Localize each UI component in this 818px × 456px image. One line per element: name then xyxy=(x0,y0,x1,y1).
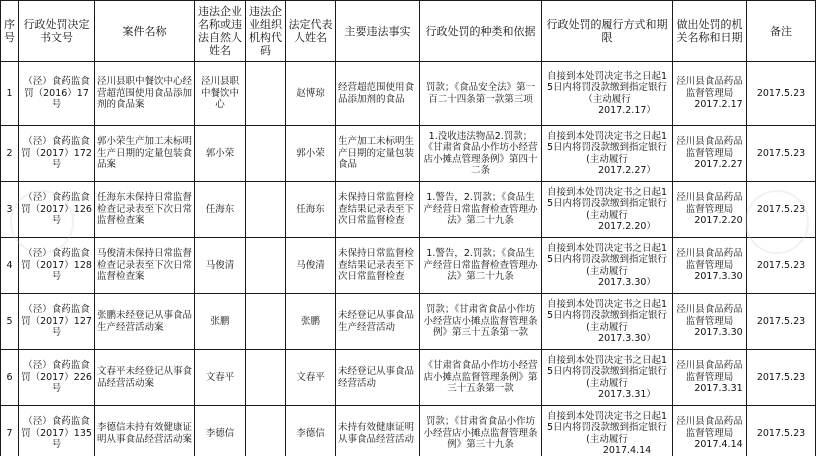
cell-authority[interactable] xyxy=(673,238,747,294)
header-remark: 备注 xyxy=(747,1,816,62)
cell-org-code[interactable] xyxy=(246,182,286,238)
cell-main-fact[interactable]: 未经登记从事食品经营活动 xyxy=(336,350,420,406)
cell-main-fact[interactable]: 未经登记从事食品生产经营活动 xyxy=(336,294,420,350)
header-main-fact: 主要违法事实 xyxy=(336,1,420,62)
header-penalty-basis: 行政处罚的种类和依据 xyxy=(420,1,542,62)
cell-authority[interactable] xyxy=(673,294,747,350)
header-org-code: 违法企业组织机构代码 xyxy=(246,1,286,62)
header-authority: 做出处罚的机关名称和日期 xyxy=(673,1,747,62)
cell-doc-no[interactable]: （泾）食药监食罚（2017）126号 xyxy=(19,182,95,238)
cell-remark[interactable]: 2017.5.23 xyxy=(747,406,816,456)
cell-doc-no[interactable]: （泾）食药监食罚（2017）128号 xyxy=(19,238,95,294)
cell-penalty-basis[interactable]: 罚款；《甘肃省食品小作坊小经营店小摊点监督管理条例》第三十九条 xyxy=(420,406,542,456)
cell-case-name[interactable]: 文春平未经登记从事食品经营活动案 xyxy=(95,350,195,406)
table-row[interactable] xyxy=(1,294,816,350)
cell-legal-rep[interactable]: 文春平 xyxy=(286,350,336,406)
cell-org-code[interactable] xyxy=(246,350,286,406)
authority-name: 泾川县食品药品监督管理局 xyxy=(676,360,743,383)
cell-legal-rep[interactable]: 赵博琼 xyxy=(286,62,336,126)
cell-case-name[interactable]: 李德信未持有效健康证明从事食品经营活动案 xyxy=(95,406,195,456)
cell-case-name[interactable]: 郭小荣生产加工未标明生产日期的定量包装食品案 xyxy=(95,126,195,182)
cell-party[interactable]: 李德信 xyxy=(195,406,246,456)
cell-legal-rep[interactable]: 马俊清 xyxy=(286,238,336,294)
performance-date: 2017.3.30） xyxy=(598,333,656,344)
cell-penalty-basis[interactable]: 罚款；《食品安全法》第一百二十四条第一款第三项 xyxy=(420,62,542,126)
cell-party[interactable]: 郭小荣 xyxy=(195,126,246,182)
performance-text: 自接到本处罚决定书之日起15日内将罚没款缴到指定银行(主动履行 xyxy=(546,130,668,165)
header-row xyxy=(1,1,816,62)
cell-seq[interactable]: 6 xyxy=(1,350,19,406)
performance-date: 2017.3.31） xyxy=(598,389,656,400)
cell-authority[interactable] xyxy=(673,126,747,182)
cell-remark[interactable]: 2017.5.23 xyxy=(747,238,816,294)
header-seq: 序号 xyxy=(1,1,19,62)
performance-text: 自接到本处罚决定书之日起15日内将罚没款缴到指定银行(主动履行 xyxy=(546,186,668,221)
performance-date: 2017.2.27） xyxy=(598,165,656,176)
cell-main-fact[interactable]: 经营超范围使用食品添加剂的食品 xyxy=(336,62,420,126)
authority-date: 2017.3.31 xyxy=(694,383,743,395)
cell-party[interactable]: 泾川县职中餐饮中心 xyxy=(195,62,246,126)
cell-case-name[interactable]: 马俊清未保持日常监督检查记录表至下次日常监督检查案 xyxy=(95,238,195,294)
cell-seq[interactable]: 1 xyxy=(1,62,19,126)
cell-authority[interactable] xyxy=(673,406,747,456)
cell-org-code[interactable] xyxy=(246,62,286,126)
authority-date: 2017.3.30 xyxy=(694,327,743,339)
cell-org-code[interactable] xyxy=(246,294,286,350)
cell-legal-rep[interactable]: 张鹏 xyxy=(286,294,336,350)
header-party: 违法企业名称或违法自然人姓名 xyxy=(195,1,246,62)
authority-date: 2017.2.27 xyxy=(694,159,743,171)
performance-text: 自接到本处罚决定书之日起15日内将罚没款缴到指定银行(主动履行 xyxy=(546,298,668,333)
cell-performance[interactable] xyxy=(542,406,673,456)
cell-penalty-basis[interactable]: 罚款；《甘肃省食品小作坊小经营店小摊点监督管理条例》第三十五条第一款 xyxy=(420,294,542,350)
cell-performance[interactable] xyxy=(542,238,673,294)
authority-date: 2017.3.30 xyxy=(694,271,743,283)
performance-text: 自接到本处罚决定书之日起15日内将罚没款缴到指定银行(主动履行 xyxy=(546,354,668,389)
header-performance: 行政处罚的履行方式和期限 xyxy=(542,1,673,62)
authority-name: 泾川县食品药品监督管理局 xyxy=(676,304,743,327)
cell-party[interactable]: 任海东 xyxy=(195,182,246,238)
authority-date: 2017.4.14 xyxy=(694,439,743,451)
authority-name: 泾川县食品药品监督管理局 xyxy=(676,136,743,159)
performance-date: 2017.4.14 xyxy=(602,445,652,456)
cell-doc-no[interactable]: （泾）食药监食罚（2016）17号 xyxy=(19,62,95,126)
cell-doc-no[interactable]: （泾）食药监食罚（2017）127号 xyxy=(19,294,95,350)
cell-performance[interactable] xyxy=(542,126,673,182)
cell-performance[interactable] xyxy=(542,62,673,126)
cell-seq[interactable]: 3 xyxy=(1,182,19,238)
cell-penalty-basis[interactable]: 1.警告，2.罚款；《食品生产经营日常监督检查管理办法》第二十九条 xyxy=(420,238,542,294)
cell-performance[interactable] xyxy=(542,294,673,350)
cell-legal-rep[interactable]: 李德信 xyxy=(286,406,336,456)
cell-doc-no[interactable]: （泾）食药监食罚（2017）135号 xyxy=(19,406,95,456)
table-row[interactable] xyxy=(1,350,816,406)
cell-seq[interactable]: 7 xyxy=(1,406,19,456)
cell-org-code[interactable] xyxy=(246,238,286,294)
cell-remark[interactable]: 2017.5.23 xyxy=(747,350,816,406)
performance-text: 自接到本处罚决定书之日起15日内将罚没款缴到指定银行(主动履行 xyxy=(546,410,668,445)
cell-authority[interactable] xyxy=(673,350,747,406)
cell-case-name[interactable]: 泾川县职中餐饮中心经营超范围使用食品添加剂的食品案 xyxy=(95,62,195,126)
authority-name: 泾川县食品药品监督管理局 xyxy=(676,248,743,271)
cell-party[interactable]: 张鹏 xyxy=(195,294,246,350)
table-row[interactable] xyxy=(1,406,816,456)
cell-seq[interactable]: 4 xyxy=(1,238,19,294)
cell-case-name[interactable]: 任海东未保持日常监督检查记录表至下次日常监督检查案 xyxy=(95,182,195,238)
performance-date: 2017.2.17） xyxy=(598,105,656,116)
cell-main-fact[interactable]: 未保持日常监督检查结果记录表至下次日常监督检查 xyxy=(336,182,420,238)
cell-main-fact[interactable]: 生产加工未标明生产日期的定量包装食品 xyxy=(336,126,420,182)
cell-authority[interactable] xyxy=(673,62,747,126)
cell-remark[interactable]: 2017.5.23 xyxy=(747,126,816,182)
table-row[interactable] xyxy=(1,182,816,238)
cell-doc-no[interactable]: （泾）食药监食罚（2017）226号 xyxy=(19,350,95,406)
cell-party[interactable]: 文春平 xyxy=(195,350,246,406)
authority-name: 泾川县食品药品监督管理局 xyxy=(676,416,743,439)
cell-performance[interactable] xyxy=(542,350,673,406)
cell-remark[interactable]: 2017.5.23 xyxy=(747,294,816,350)
cell-performance[interactable] xyxy=(542,182,673,238)
cell-seq[interactable]: 5 xyxy=(1,294,19,350)
table-row[interactable] xyxy=(1,238,816,294)
header-case-name: 案件名称 xyxy=(95,1,195,62)
cell-doc-no[interactable]: （泾）食药监食罚（2017）172号 xyxy=(19,126,95,182)
cell-main-fact[interactable]: 未持有效健康证明从事食品经营活动 xyxy=(336,406,420,456)
cell-legal-rep[interactable]: 郭小荣 xyxy=(286,126,336,182)
cell-remark[interactable]: 2017.5.23 xyxy=(747,62,816,126)
cell-penalty-basis[interactable]: 1.没收违法物品2.罚款；《甘肃省食品小作坊小经营店小摊点管理条例》第四十二条 xyxy=(420,126,542,182)
cell-org-code[interactable] xyxy=(246,126,286,182)
table-row[interactable] xyxy=(1,126,816,182)
authority-name: 泾川县食品药品监督管理局 xyxy=(676,192,743,215)
cell-party[interactable]: 马俊清 xyxy=(195,238,246,294)
cell-seq[interactable]: 2 xyxy=(1,126,19,182)
cell-authority[interactable] xyxy=(673,182,747,238)
cell-penalty-basis[interactable]: 《甘肃省食品小作坊小经营店小摊点监督管理条例》第三十五条第一款 xyxy=(420,350,542,406)
cell-org-code[interactable] xyxy=(246,406,286,456)
cell-remark[interactable]: 2017.5.23 xyxy=(747,182,816,238)
cell-legal-rep[interactable]: 任海东 xyxy=(286,182,336,238)
header-doc-no: 行政处罚决定书文号 xyxy=(19,1,95,62)
header-legal-rep: 法定代表人姓名 xyxy=(286,1,336,62)
authority-name: 泾川县食品药品监督管理局 xyxy=(676,76,743,99)
cell-main-fact[interactable]: 未保持日常监督检查结果记录表至下次日常监督检查 xyxy=(336,238,420,294)
performance-date: 2017.3.30） xyxy=(598,277,656,288)
performance-text: 自接到本处罚决定书之日起15日内将罚没款缴到指定银行（主动履行 xyxy=(546,70,668,105)
cell-case-name[interactable]: 张鹏未经登记从事食品生产经营活动案 xyxy=(95,294,195,350)
table-row[interactable] xyxy=(1,62,816,126)
performance-text: 自接到本处罚决定书之日起15日内将罚没款缴到指定银行(主动履行 xyxy=(546,242,668,277)
cell-penalty-basis[interactable]: 1.警告，2.罚款；《食品生产经营日常监督检查管理办法》第二十九条 xyxy=(420,182,542,238)
authority-date: 2017.2.17 xyxy=(694,99,743,111)
performance-date: 2017.2.20） xyxy=(598,221,656,232)
authority-date: 2017.2.20 xyxy=(694,215,743,227)
